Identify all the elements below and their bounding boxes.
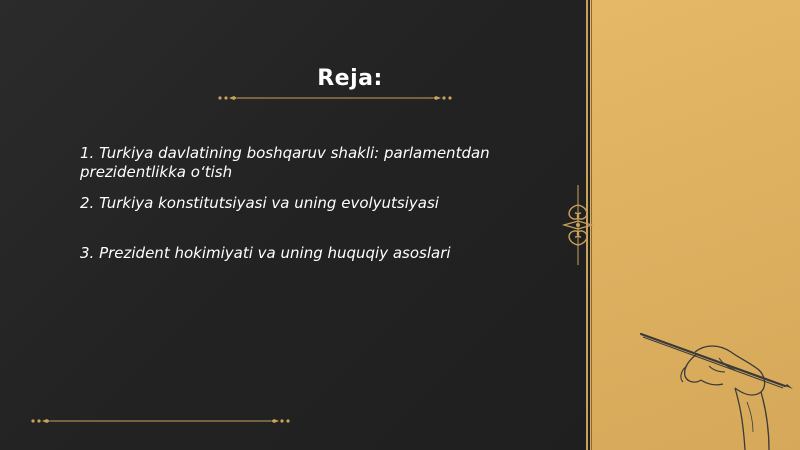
scroll-ornament-icon	[560, 185, 596, 265]
title-divider	[215, 93, 455, 103]
list-item: 1. Turkiya davlatining boshqaruv shakli: parlamentdan prezidentlikka o‘tish	[80, 144, 490, 181]
hand-holding-pen-icon	[635, 322, 800, 450]
bottom-divider	[28, 416, 293, 426]
slide-title: Reja:	[317, 66, 383, 91]
list-item: 3. Prezident hokimiyati va uning huquqiy asoslari	[80, 244, 451, 262]
list-item: 2. Turkiya konstitutsiyasi va uning evolyutsiyasi	[80, 194, 439, 212]
